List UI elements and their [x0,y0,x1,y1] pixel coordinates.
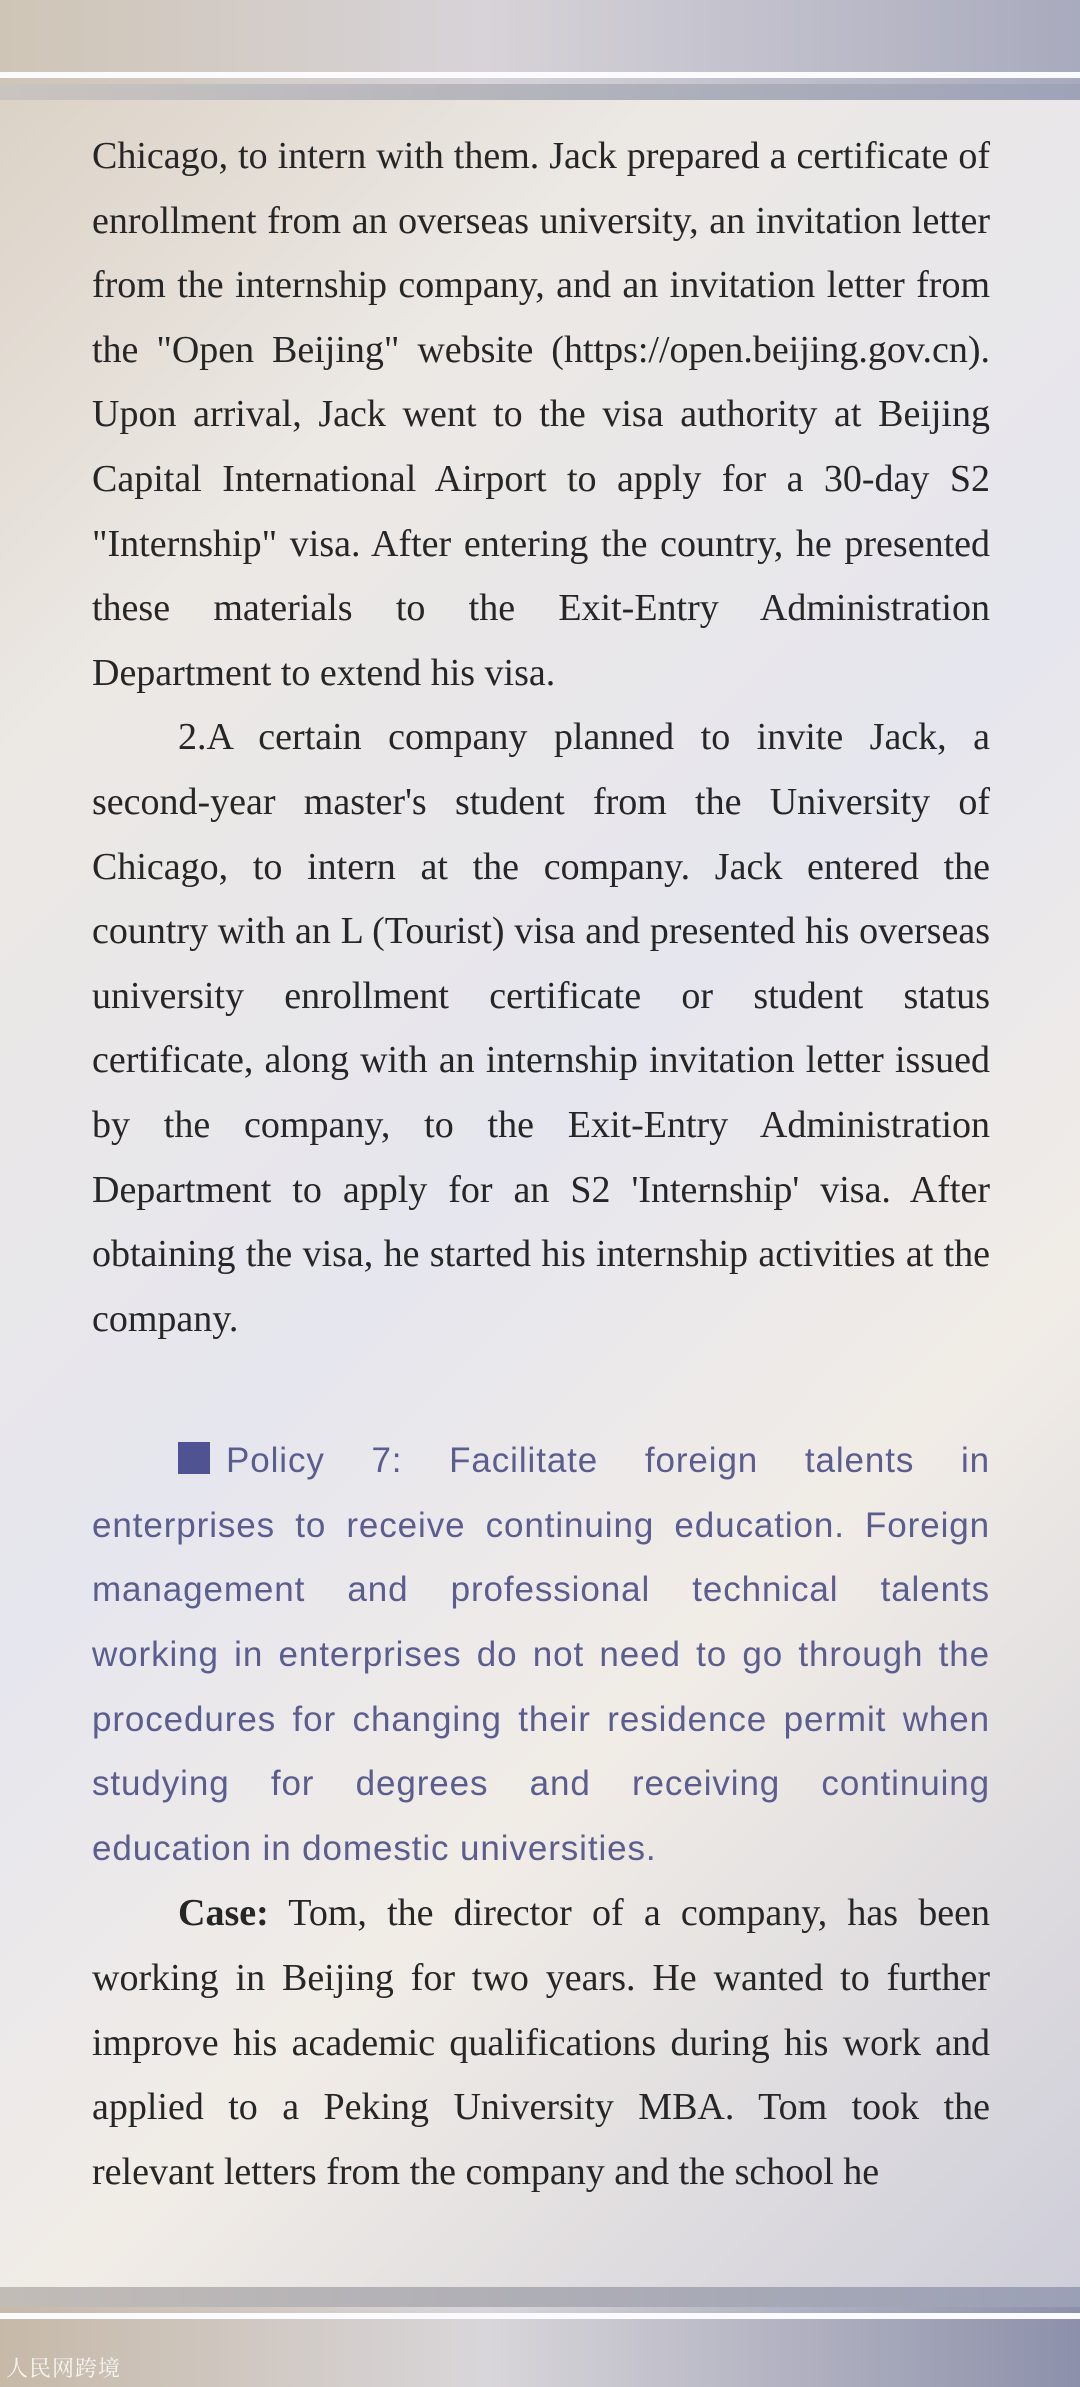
watermark: 人民网跨境 [6,2357,122,2382]
case-text: Tom, the director of a company, has been working in Beijing for two years. He wanted to further improve his academic qualifications during his work and applied to a Peking University MBA. Tom took the relevant letters from the company and the school he [92,1892,990,2193]
bottom-white-rule [0,2313,1080,2319]
section-gap [92,1351,990,1429]
case-paragraph [92,1881,990,2204]
top-gray-rule [0,84,1080,100]
top-decorative-band [0,0,1080,100]
document-body [92,124,990,2204]
case1-continuation-paragraph: Chicago, to intern with them. Jack prepared a certificate of enrollment from an overseas university, an invitation letter from the internship company, and an invitation letter from the "Open Beijing" website (https://open.beijing.gov.cn). Upon arrival, Jack went to the visa authority at Beijing Capital International Airport to apply for a 30-day S2 "Internship" visa. After entering the country, he presented these materials to the Exit-Entry Administration Department to extend his visa. [92,135,990,694]
square-bullet-icon [178,1442,210,1474]
bottom-decorative-band [0,2287,1080,2387]
policy-7-paragraph [92,1429,990,1881]
case-label: Case: [178,1892,269,1935]
case2-paragraph: 2.A certain company planned to invite Jack, a second-year master's student from the University of Chicago, to intern at the company. Jack entered the country with an L (Tourist) visa and presented his overseas university enrollment certificate or student status certificate, along with an internship invitation letter issued by the company, to the Exit-Entry Administration Department to apply for an S2 'Internship' visa. After obtaining the visa, he started his internship activities at the company. [92,716,990,1340]
bottom-gray-rule [0,2287,1080,2307]
policy-7-text: Policy 7: Facilitate foreign talents in enterprises to receive continuing education. Foreign management and professional technical talents working in enterprises do not need to go through the procedures for changing their residence permit when studying for degrees and receiving continuing education in domestic universities. [92,1441,990,1868]
top-white-rule [0,72,1080,78]
